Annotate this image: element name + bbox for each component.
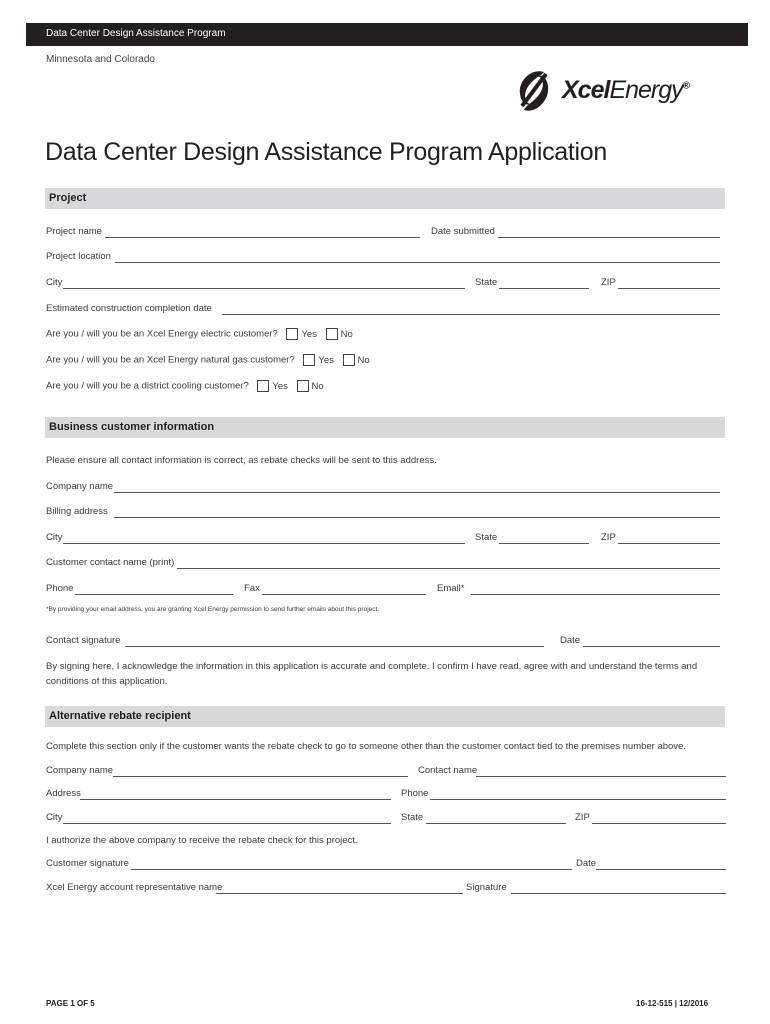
- completion-date-field[interactable]: [222, 314, 720, 315]
- logo-registered-mark: ®: [682, 80, 690, 92]
- rep-name-label: Xcel Energy account representative name: [46, 882, 223, 893]
- section-business: [45, 417, 725, 438]
- contact-date-field[interactable]: [583, 646, 720, 647]
- company-name-label: Company name: [46, 481, 114, 492]
- project-state-field[interactable]: [499, 288, 589, 289]
- contact-name-label: Customer contact name (print): [46, 557, 175, 568]
- form-code: 16-12-515 | 12/2016: [636, 999, 709, 1008]
- alternative-intro: Complete this section only if the customer wants the rebate check to go to someone other than the customer contact tied to the premises number above.: [46, 741, 687, 752]
- gas-customer-question: [46, 354, 370, 366]
- section-alternative-heading: Alternative rebate recipient: [49, 710, 191, 722]
- email-field[interactable]: [471, 594, 720, 595]
- cooling-customer-question: [46, 380, 324, 392]
- contact-name-field[interactable]: [177, 568, 720, 569]
- contact-signature-field[interactable]: [125, 646, 544, 647]
- region-subtitle: Minnesota and Colorado: [46, 54, 155, 65]
- section-project: [45, 188, 725, 209]
- business-state-label: State: [475, 532, 498, 543]
- alt-state-field[interactable]: [426, 823, 566, 824]
- company-name-field[interactable]: [114, 492, 720, 493]
- cooling-yes-label: Yes: [272, 380, 288, 392]
- xcel-swoosh-icon: [510, 66, 558, 114]
- gas-yes-checkbox[interactable]: [303, 354, 315, 366]
- gas-yes-label: Yes: [318, 354, 334, 366]
- fax-field[interactable]: [262, 594, 426, 595]
- page-title: Data Center Design Assistance Program Application: [45, 138, 607, 166]
- electric-customer-question: [46, 328, 353, 340]
- billing-address-label: Billing address: [46, 506, 108, 517]
- alt-phone-field[interactable]: [430, 799, 726, 800]
- section-business-heading: Business customer information: [49, 421, 215, 433]
- acknowledgement-text: By signing here, I acknowledge the information in this application is accurate and complete. I confirm I have read, agree with and understand the terms and conditions of this application.: [46, 661, 698, 687]
- alt-address-field[interactable]: [80, 799, 391, 800]
- logo-word-xcel: Xcel: [562, 76, 610, 104]
- alt-state-label: State: [401, 812, 424, 823]
- business-zip-label: ZIP: [601, 532, 616, 543]
- page-number: PAGE 1 OF 5: [46, 999, 95, 1008]
- alt-company-name-label: Company name: [46, 765, 114, 776]
- contact-date-label: Date: [560, 635, 581, 646]
- email-permission-note: *By providing your email address, you are granting Xcel Energy permission to send further emails about this project.: [46, 606, 380, 613]
- project-zip-field[interactable]: [618, 288, 720, 289]
- gas-question-text: Are you / will you be an Xcel Energy natural gas customer?: [46, 354, 295, 366]
- project-zip-label: ZIP: [601, 277, 616, 288]
- customer-signature-label: Customer signature: [46, 858, 129, 869]
- project-state-label: State: [475, 277, 498, 288]
- business-intro: Please ensure all contact information is correct, as rebate checks will be sent to this address.: [46, 455, 437, 466]
- project-location-field[interactable]: [115, 262, 720, 263]
- date-submitted-label: Date submitted: [431, 226, 495, 237]
- electric-no-label: No: [340, 328, 353, 340]
- header-bar-text: Data Center Design Assistance Program: [46, 28, 226, 39]
- fax-label: Fax: [244, 583, 260, 594]
- electric-yes-checkbox[interactable]: [286, 328, 298, 340]
- rep-name-field[interactable]: [216, 893, 463, 894]
- section-alternative: [45, 706, 725, 727]
- phone-field[interactable]: [75, 594, 233, 595]
- alt-city-label: City: [46, 812, 63, 823]
- alt-city-field[interactable]: [63, 823, 391, 824]
- header-bar: [26, 23, 748, 46]
- electric-yes-label: Yes: [301, 328, 317, 340]
- billing-address-field[interactable]: [114, 517, 720, 518]
- alt-date-label: Date: [576, 858, 597, 869]
- section-project-heading: Project: [49, 192, 87, 204]
- project-name-label: Project name: [46, 226, 102, 237]
- alt-zip-field[interactable]: [592, 823, 726, 824]
- cooling-no-checkbox[interactable]: [297, 380, 309, 392]
- cooling-question-text: Are you / will you be a district cooling customer?: [46, 380, 249, 392]
- phone-label: Phone: [46, 583, 74, 594]
- xcel-energy-logo: [510, 66, 730, 116]
- authorize-text: I authorize the above company to receive the rebate check for this project.: [46, 835, 358, 846]
- completion-date-label: Estimated construction completion date: [46, 303, 212, 314]
- project-city-label: City: [46, 277, 63, 288]
- business-state-field[interactable]: [499, 543, 589, 544]
- business-city-field[interactable]: [63, 543, 465, 544]
- business-zip-field[interactable]: [618, 543, 720, 544]
- alt-phone-label: Phone: [401, 788, 429, 799]
- alt-company-name-field[interactable]: [113, 776, 408, 777]
- business-city-label: City: [46, 532, 63, 543]
- email-label: Email*: [437, 583, 465, 594]
- rep-signature-field[interactable]: [511, 893, 726, 894]
- alt-contact-name-field[interactable]: [476, 776, 726, 777]
- date-submitted-field[interactable]: [498, 237, 720, 238]
- alt-zip-label: ZIP: [575, 812, 590, 823]
- alt-date-field[interactable]: [596, 869, 726, 870]
- gas-no-label: No: [357, 354, 370, 366]
- contact-signature-label: Contact signature: [46, 635, 121, 646]
- gas-no-checkbox[interactable]: [343, 354, 355, 366]
- customer-signature-field[interactable]: [131, 869, 572, 870]
- logo-word-energy: Energy: [609, 76, 683, 104]
- alt-contact-name-label: Contact name: [418, 765, 478, 776]
- rep-signature-label: Signature: [466, 882, 507, 893]
- project-city-field[interactable]: [63, 288, 465, 289]
- project-location-label: Project location: [46, 251, 111, 262]
- electric-question-text: Are you / will you be an Xcel Energy electric customer?: [46, 328, 278, 340]
- cooling-yes-checkbox[interactable]: [257, 380, 269, 392]
- alt-address-label: Address: [46, 788, 81, 799]
- cooling-no-label: No: [311, 380, 324, 392]
- electric-no-checkbox[interactable]: [326, 328, 338, 340]
- project-name-field[interactable]: [105, 237, 420, 238]
